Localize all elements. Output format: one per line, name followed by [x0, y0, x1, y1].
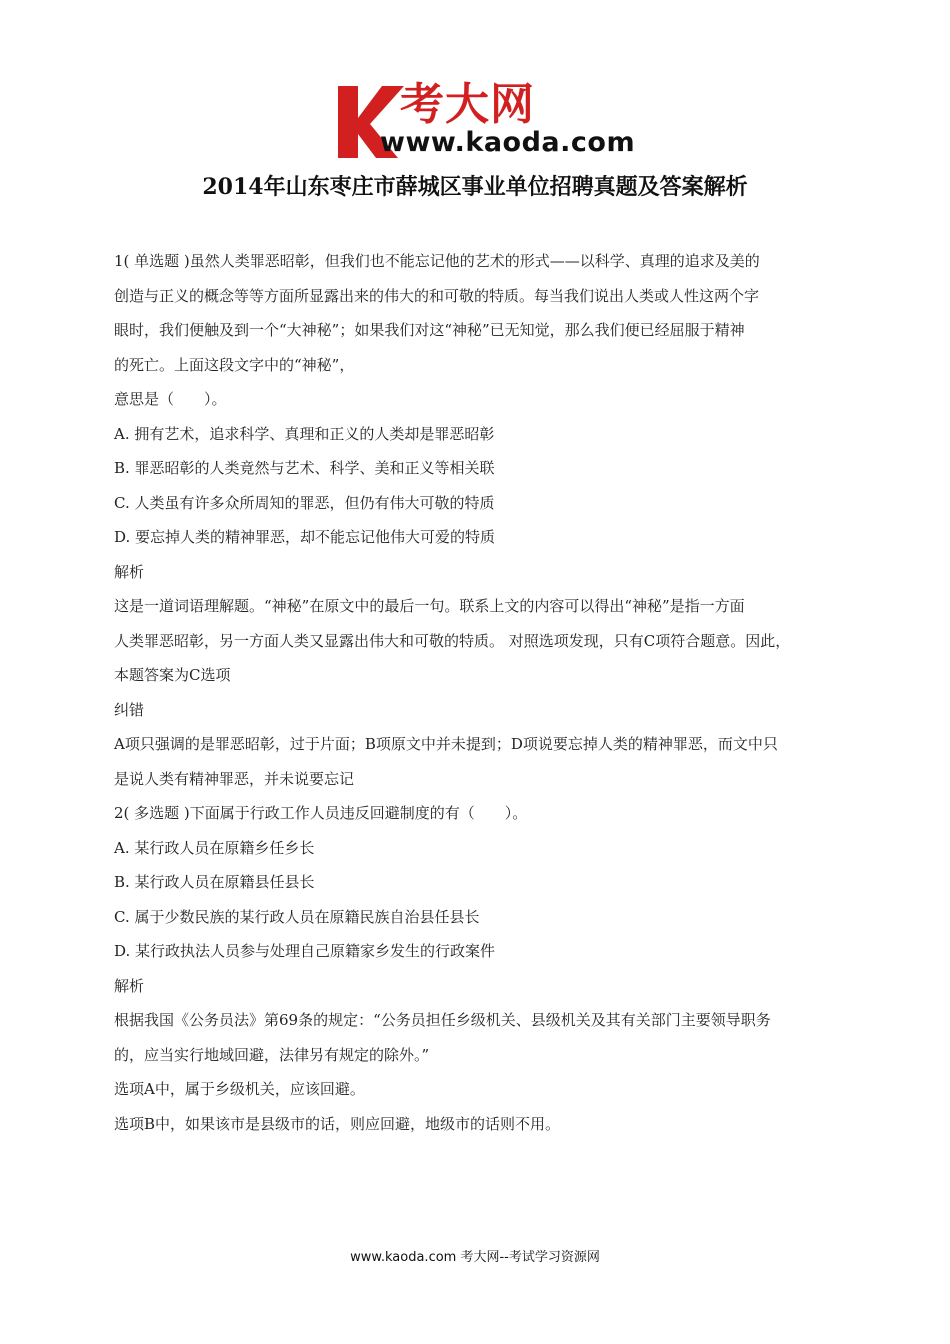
q2-analysis-line-3: 选项A中，属于乡级机关，应该回避。 — [114, 1080, 365, 1098]
q1-analysis-line-2: 人类罪恶昭彰，另一方面人类又显露出伟大和可敬的特质。 对照选项发现，只有C项符合题意。因此， — [114, 631, 791, 650]
q1-correction-heading: 纠错 — [114, 700, 145, 719]
q2-analysis-line-2: 的，应当实行地域回避，法律另有规定的除外。” — [114, 1045, 430, 1064]
q1-stem-line-3: 眼时，我们便触及到一个“大神秘”；如果我们对这“神秘”已无知觉，那么我们便已经屈服于精神 — [114, 321, 745, 339]
site-logo — [336, 80, 656, 160]
q1-option-c: C. 人类虽有许多众所周知的罪恶，但仍有伟大可敬的特质 — [114, 493, 495, 512]
q2-option-a: A. 某行政人员在原籍乡任乡长 — [114, 838, 315, 857]
q2-option-d: D. 某行政执法人员参与处理自己原籍家乡发生的行政案件 — [114, 942, 496, 960]
q1-correction-line-2: 是说人类有精神罪恶，并未说要忘记 — [114, 769, 355, 788]
logo-chinese-text: 考大网 — [400, 79, 535, 130]
q1-stem-line-5: 意思是（ ）。 — [114, 390, 227, 408]
q2-analysis-line-1: 根据我国《公务员法》第69条的规定：“公务员担任乡级机关、县级机关及其有关部门主要领导职务 — [114, 1011, 771, 1029]
q2-option-b: B. 某行政人员在原籍县任县长 — [114, 873, 315, 891]
q1-stem-line-2: 创造与正义的概念等等方面所显露出来的伟大的和可敬的特质。每当我们说出人类或人性这两个字 — [114, 286, 760, 305]
page-footer: www.kaoda.com 考大网--考试学习资源网 — [350, 1250, 600, 1265]
q2-option-c: C. 属于少数民族的某行政人员在原籍民族自治县任县长 — [114, 907, 480, 926]
page-title: 2014年山东枣庄市薛城区事业单位招聘真题及答案解析 — [202, 174, 748, 200]
q2-analysis-line-4: 选项B中，如果该市是县级市的话，则应回避，地级市的话则不用。 — [114, 1114, 561, 1133]
document-body — [114, 244, 844, 1141]
q1-analysis-line-3: 本题答案为C选项 — [114, 666, 231, 684]
q1-option-d: D. 要忘掉人类的精神罪恶，却不能忘记他伟大可爱的特质 — [114, 528, 496, 546]
q1-option-b: B. 罪恶昭彰的人类竟然与艺术、科学、美和正义等相关联 — [114, 459, 495, 477]
q2-stem: 2( 多选题 )下面属于行政工作人员违反回避制度的有（ ）。 — [114, 804, 528, 822]
q1-analysis-line-1: 这是一道词语理解题。“神秘”在原文中的最后一句。联系上文的内容可以得出“神秘”是指一方面 — [114, 597, 745, 615]
q1-analysis-heading: 解析 — [114, 562, 145, 581]
q2-analysis-heading: 解析 — [114, 976, 145, 995]
q1-stem-line-4: 的死亡。上面这段文字中的“神秘”， — [114, 355, 355, 374]
logo-url-text: www.kaoda.com — [380, 127, 636, 158]
q1-correction-line-1: A项只强调的是罪恶昭彰，过于片面；B项原文中并未提到；D项说要忘掉人类的精神罪恶，而文中只 — [114, 735, 778, 753]
q1-option-a: A. 拥有艺术，追求科学、真理和正义的人类却是罪恶昭彰 — [114, 424, 495, 443]
q1-stem-line-1: 1( 单选题 )虽然人类罪恶昭彰，但我们也不能忘记他的艺术的形式——以科学、真理的追求及美的 — [114, 252, 760, 270]
